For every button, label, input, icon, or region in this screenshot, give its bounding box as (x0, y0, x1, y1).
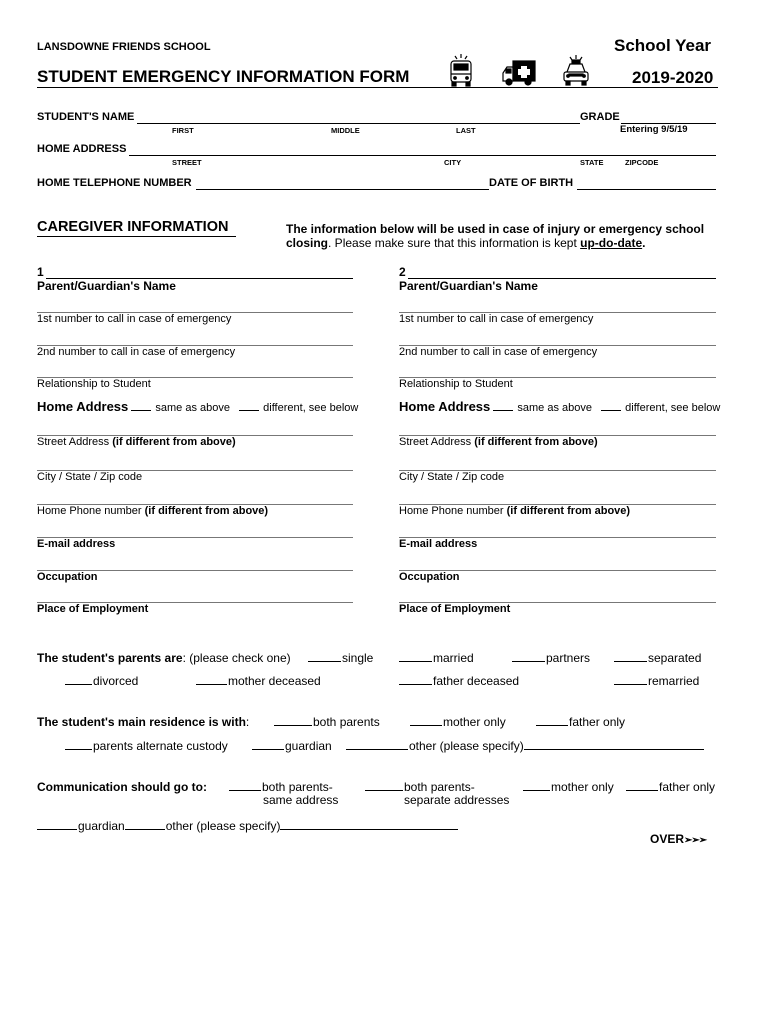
employment-label: Place of Employment (399, 603, 511, 615)
comm-guardian-option (37, 819, 459, 833)
street-address-note: (if different from above) (112, 436, 236, 448)
married-checkbox[interactable] (399, 651, 432, 662)
comm-father-only-label: father only (659, 780, 716, 794)
comm-mother-only-option (523, 780, 614, 794)
home-phone-label (37, 505, 268, 517)
relationship-label: Relationship to Student (399, 378, 513, 390)
school-bus-icon (448, 53, 474, 87)
residence-other-option (346, 739, 705, 753)
alternate-custody-option (65, 739, 228, 753)
first-caption: FIRST (172, 126, 194, 135)
residence-mother-only-label: mother only (443, 715, 506, 729)
guardian-number: 2 (399, 265, 406, 279)
comm-both-same-label: both parents- (262, 780, 333, 794)
home-address-field[interactable] (129, 155, 716, 156)
home-phone-note: (if different from above) (506, 505, 631, 517)
residence-label: The student's main residence is with (37, 715, 246, 729)
comm-both-same-label-2: same address (263, 793, 339, 807)
father-deceased-label: father deceased (433, 674, 520, 688)
police-car-icon (561, 54, 591, 87)
relationship-label: Relationship to Student (37, 378, 151, 390)
street-address-label (399, 436, 598, 448)
street-address-note: (if different from above) (474, 436, 598, 448)
divorced-option (65, 674, 138, 688)
home-address-label: HOME ADDRESS (37, 143, 127, 155)
residence-both-parents-label: both parents (313, 715, 380, 729)
guardian-name-label: Parent/Guardian's Name (37, 279, 176, 293)
over-label (650, 832, 706, 846)
note-closing: closing (286, 236, 329, 250)
different-label: different, see below (263, 402, 359, 414)
caregiver-title: CAREGIVER INFORMATION (37, 219, 229, 235)
home-address-label: Home Address (37, 399, 129, 414)
residence-father-only-checkbox[interactable] (536, 715, 568, 726)
home-phone-label (399, 505, 630, 517)
header-rule (37, 87, 718, 88)
comm-mother-only-label: mother only (551, 780, 614, 794)
home-address-choice (37, 399, 358, 414)
comm-both-separate-checkbox[interactable] (365, 780, 403, 791)
state-caption: STATE (580, 158, 604, 167)
single-checkbox[interactable] (308, 651, 341, 662)
comm-both-separate-option (365, 780, 475, 794)
comm-mother-only-checkbox[interactable] (523, 780, 550, 791)
mother-deceased-checkbox[interactable] (196, 674, 227, 685)
single-option (308, 651, 373, 665)
home-address-choice (399, 399, 720, 414)
street-caption: STREET (172, 158, 202, 167)
residence-both-parents-checkbox[interactable] (274, 715, 312, 726)
zipcode-caption: ZIPCODE (625, 158, 659, 167)
separated-checkbox[interactable] (614, 651, 647, 662)
same-as-above-checkbox[interactable] (131, 400, 151, 411)
city-state-zip-label: City / State / Zip code (37, 471, 143, 483)
residence-father-only-option (536, 715, 625, 729)
residence-other-checkbox[interactable] (346, 739, 408, 750)
employment-label: Place of Employment (37, 603, 149, 615)
comm-both-same-checkbox[interactable] (229, 780, 261, 791)
date-of-birth-field[interactable] (577, 189, 716, 190)
comm-other-checkbox[interactable] (125, 819, 165, 830)
residence-guardian-option (252, 739, 332, 753)
same-as-above-label: same as above (155, 402, 231, 414)
parents-status-hint: : (please check one) (182, 651, 291, 665)
father-deceased-checkbox[interactable] (399, 674, 432, 685)
separated-label: separated (648, 651, 702, 665)
mother-deceased-label: mother deceased (228, 674, 321, 688)
school-name: LANSDOWNE FRIENDS SCHOOL (37, 41, 211, 53)
last-caption: LAST (456, 126, 476, 135)
occupation-label: Occupation (399, 571, 460, 583)
residence-prompt (37, 715, 249, 729)
date-of-birth-label: DATE OF BIRTH (489, 177, 574, 189)
residence-father-only-label: father only (569, 715, 626, 729)
remarried-checkbox[interactable] (614, 674, 647, 685)
grade-label: GRADE (580, 111, 620, 123)
second-call-label: 2nd number to call in case of emergency (399, 346, 598, 358)
single-label: single (342, 651, 374, 665)
comm-other-label: other (please specify) (165, 819, 281, 833)
comm-both-separate-label: both parents- (404, 780, 475, 794)
residence-both-parents-option (274, 715, 380, 729)
email-label: E-mail address (37, 538, 116, 550)
student-name-field[interactable] (137, 123, 580, 124)
partners-label: partners (546, 651, 591, 665)
street-address-text: Street Address (37, 436, 113, 448)
home-telephone-field[interactable] (196, 189, 489, 190)
remarried-option (614, 674, 699, 688)
school-year: 2019-2020 (632, 68, 714, 87)
caregiver-note-line1: The information below will be used in case of injury or emergency school (286, 222, 705, 236)
alternate-custody-label: parents alternate custody (93, 739, 228, 753)
caregiver-title-underline (37, 236, 236, 237)
middle-caption: MIDDLE (331, 126, 360, 135)
over-text: OVER (650, 832, 685, 846)
home-phone-text: Home Phone number (37, 505, 145, 517)
separated-option (614, 651, 701, 665)
divorced-checkbox[interactable] (65, 674, 92, 685)
comm-father-only-option (626, 780, 715, 794)
entering-date: Entering 9/5/19 (620, 124, 688, 135)
guardian-number: 1 (37, 265, 44, 279)
form-title: STUDENT EMERGENCY INFORMATION FORM (37, 67, 410, 86)
school-year-label: School Year (614, 36, 712, 55)
residence-guardian-label: guardian (285, 739, 332, 753)
divorced-label: divorced (93, 674, 139, 688)
alternate-custody-checkbox[interactable] (65, 739, 92, 750)
home-telephone-label: HOME TELEPHONE NUMBER (37, 177, 192, 189)
different-checkbox[interactable] (239, 400, 259, 411)
different-checkbox[interactable] (601, 400, 621, 411)
remarried-label: remarried (648, 674, 700, 688)
partners-checkbox[interactable] (512, 651, 545, 662)
email-label: E-mail address (399, 538, 478, 550)
residence-other-label: other (please specify) (409, 739, 524, 753)
second-call-label: 2nd number to call in case of emergency (37, 346, 236, 358)
city-state-zip-label: City / State / Zip code (399, 471, 505, 483)
same-as-above-checkbox[interactable] (493, 400, 513, 411)
street-address-label (37, 436, 236, 448)
partners-option (512, 651, 590, 665)
comm-guardian-label: guardian (78, 819, 125, 833)
home-phone-note: (if different from above) (144, 505, 269, 517)
first-call-label: 1st number to call in case of emergency (399, 313, 594, 325)
ambulance-icon (502, 60, 536, 87)
residence-other-field[interactable] (524, 739, 704, 750)
comm-father-only-checkbox[interactable] (626, 780, 658, 791)
over-arrows-icon: ➢➢➢ (684, 835, 707, 846)
note-period: . (642, 236, 646, 250)
residence-mother-only-checkbox[interactable] (410, 715, 442, 726)
note-keep: . Please make sure that this information is kept (328, 236, 581, 250)
parents-status-label: The student's parents are (37, 651, 183, 665)
residence-colon: : (245, 715, 250, 729)
parents-status-prompt (37, 651, 291, 665)
student-name-label: STUDENT'S NAME (37, 111, 135, 123)
comm-both-separate-label-2: separate addresses (404, 793, 510, 807)
caregiver-note-line2 (286, 236, 645, 250)
occupation-label: Occupation (37, 571, 98, 583)
note-up-to-date: up-do-date (580, 236, 643, 250)
comm-both-same-option (229, 780, 333, 794)
mother-deceased-option (196, 674, 321, 688)
different-label: different, see below (625, 402, 721, 414)
married-label: married (433, 651, 474, 665)
same-as-above-label: same as above (517, 402, 593, 414)
residence-mother-only-option (410, 715, 506, 729)
comm-guardian-checkbox[interactable] (37, 819, 77, 830)
first-call-label: 1st number to call in case of emergency (37, 313, 232, 325)
home-phone-text: Home Phone number (399, 505, 507, 517)
comm-other-field[interactable] (280, 819, 458, 830)
home-address-label: Home Address (399, 399, 491, 414)
married-option (399, 651, 474, 665)
guardian-name-label: Parent/Guardian's Name (399, 279, 538, 293)
father-deceased-option (399, 674, 519, 688)
street-address-text: Street Address (399, 436, 475, 448)
residence-guardian-checkbox[interactable] (252, 739, 284, 750)
city-caption: CITY (444, 158, 462, 167)
communication-label: Communication should go to: (37, 780, 207, 794)
